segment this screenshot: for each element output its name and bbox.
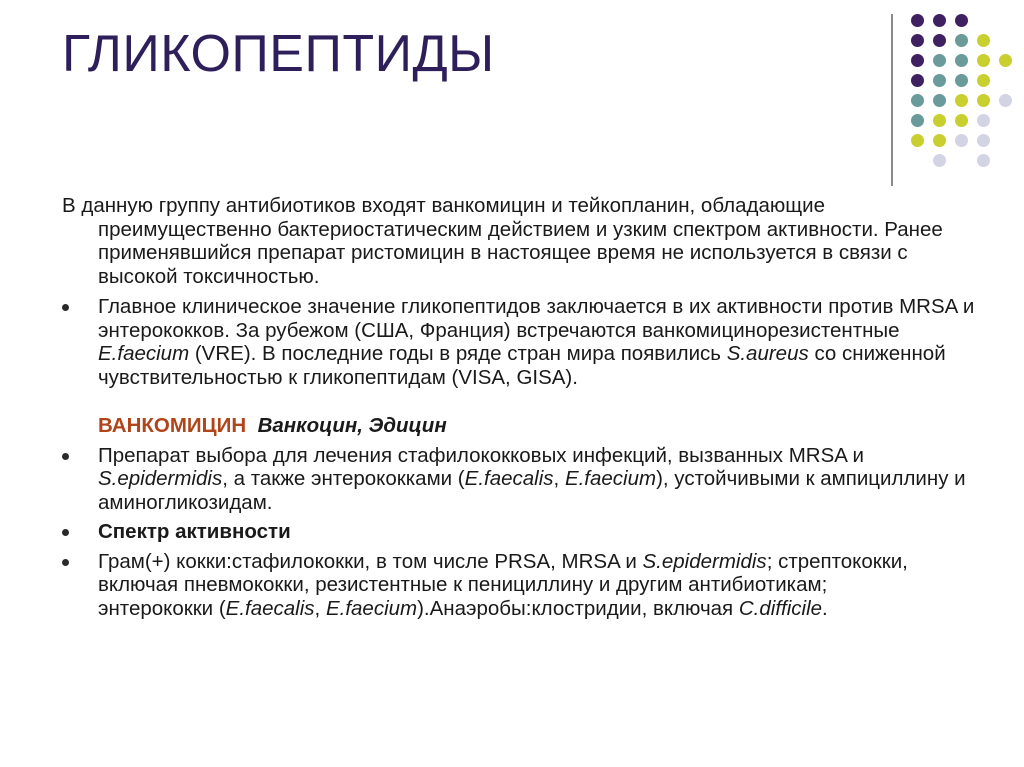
text-run: Препарат выбора для лечения стафилококковых инфекций, вызванных MRSA и (98, 443, 864, 467)
organism-name: E.faecalis (225, 596, 315, 620)
organism-name: E.faecalis (464, 467, 554, 490)
bullet-spectrum-details (62, 550, 982, 621)
decor-dot (955, 94, 968, 107)
decor-dot (955, 14, 968, 27)
decor-dot (911, 74, 924, 87)
decor-dot (933, 14, 946, 27)
decor-dot (933, 134, 946, 147)
decor-dot (933, 74, 946, 87)
organism-name: C.difficile (738, 596, 823, 620)
text-run: со сниженной чувствительностью к гликопептидам (VISA, GISA). (98, 342, 946, 389)
text-run: . (822, 596, 828, 620)
decor-dot (933, 54, 946, 67)
text-run: энтерококки ( (98, 596, 226, 620)
bullet-dot-icon (62, 304, 69, 311)
text-run: Главное клиническое значение гликопептидов заключается в их активности против MRSA и энтерококков. За рубежом (США, Франция) встречаются ванкомицинорезистентные (98, 295, 975, 342)
decor-dot (955, 34, 968, 47)
divider-line (891, 14, 893, 186)
text-run: , а также энтерококками ( (222, 467, 465, 490)
organism-name: S.epidermidis (642, 549, 767, 573)
decor-dot (911, 14, 924, 27)
intro-paragraph: В данную группу антибиотиков входят ванкомицин и тейкопланин, обладающие преимущественно бактериостатическим действием и узким спектром активности. Ранее применявшийся препарат ристомицин в настоящее время не используется в связи с высокой токсичностью. (62, 194, 943, 288)
decor-dot (955, 54, 968, 67)
bullet-dot-icon (62, 529, 69, 536)
bullet-spectrum-heading (62, 520, 982, 544)
drug-name: ВАНКОМИЦИН (98, 414, 247, 437)
decor-dot (911, 114, 924, 127)
decorative-dot-grid (908, 12, 1018, 162)
decor-dot (933, 94, 946, 107)
slide-body (62, 194, 982, 620)
decor-dot (977, 114, 990, 127)
slide-title: ГЛИКОПЕПТИДЫ (62, 25, 495, 83)
decor-dot (977, 34, 990, 47)
decor-dot (911, 54, 924, 67)
section-label: Спектр активности (98, 520, 291, 543)
decor-dot (977, 54, 990, 67)
decor-dot (955, 74, 968, 87)
decor-dot (977, 134, 990, 147)
decor-dot (999, 54, 1012, 67)
decor-dot (933, 114, 946, 127)
organism-name: E.faecium (564, 467, 657, 490)
bullet-drug-of-choice (62, 444, 982, 515)
decor-dot (911, 134, 924, 147)
decor-dot (955, 134, 968, 147)
text-run: , (553, 467, 565, 490)
text-run: ), устойчивыми к ампициллину и аминогликозидам. (98, 467, 966, 514)
text-run: , (314, 596, 326, 620)
text-run: ; стрептококки, включая пневмококки, резистентные к пенициллину и другим антибиотикам; (98, 549, 908, 596)
bullet-clinical-significance (62, 295, 982, 389)
bullet-dot-icon (62, 453, 69, 460)
decor-dot (911, 34, 924, 47)
decor-dot (955, 114, 968, 127)
organism-name: E.faecium (98, 342, 190, 365)
decor-dot (999, 94, 1012, 107)
organism-name: S.epidermidis (98, 467, 223, 490)
text-run: (VRE). В последние годы в ряде стран мира появились (189, 342, 727, 365)
decor-dot (933, 34, 946, 47)
bullet-dot-icon (62, 559, 69, 566)
decor-dot (933, 154, 946, 167)
organism-name: S.aureus (726, 342, 809, 365)
text-run: Грам(+) кокки:стафилококки, в том числе PRSA, MRSA и (98, 549, 643, 573)
decor-dot (977, 74, 990, 87)
decor-dot (911, 94, 924, 107)
text-run: ).Анаэробы:клостридии, включая (417, 596, 739, 620)
organism-name: E.faecium (325, 596, 418, 620)
decor-dot (977, 94, 990, 107)
decor-dot (977, 154, 990, 167)
drug-heading (62, 414, 982, 438)
trade-names: Ванкоцин, Эдицин (257, 414, 447, 437)
